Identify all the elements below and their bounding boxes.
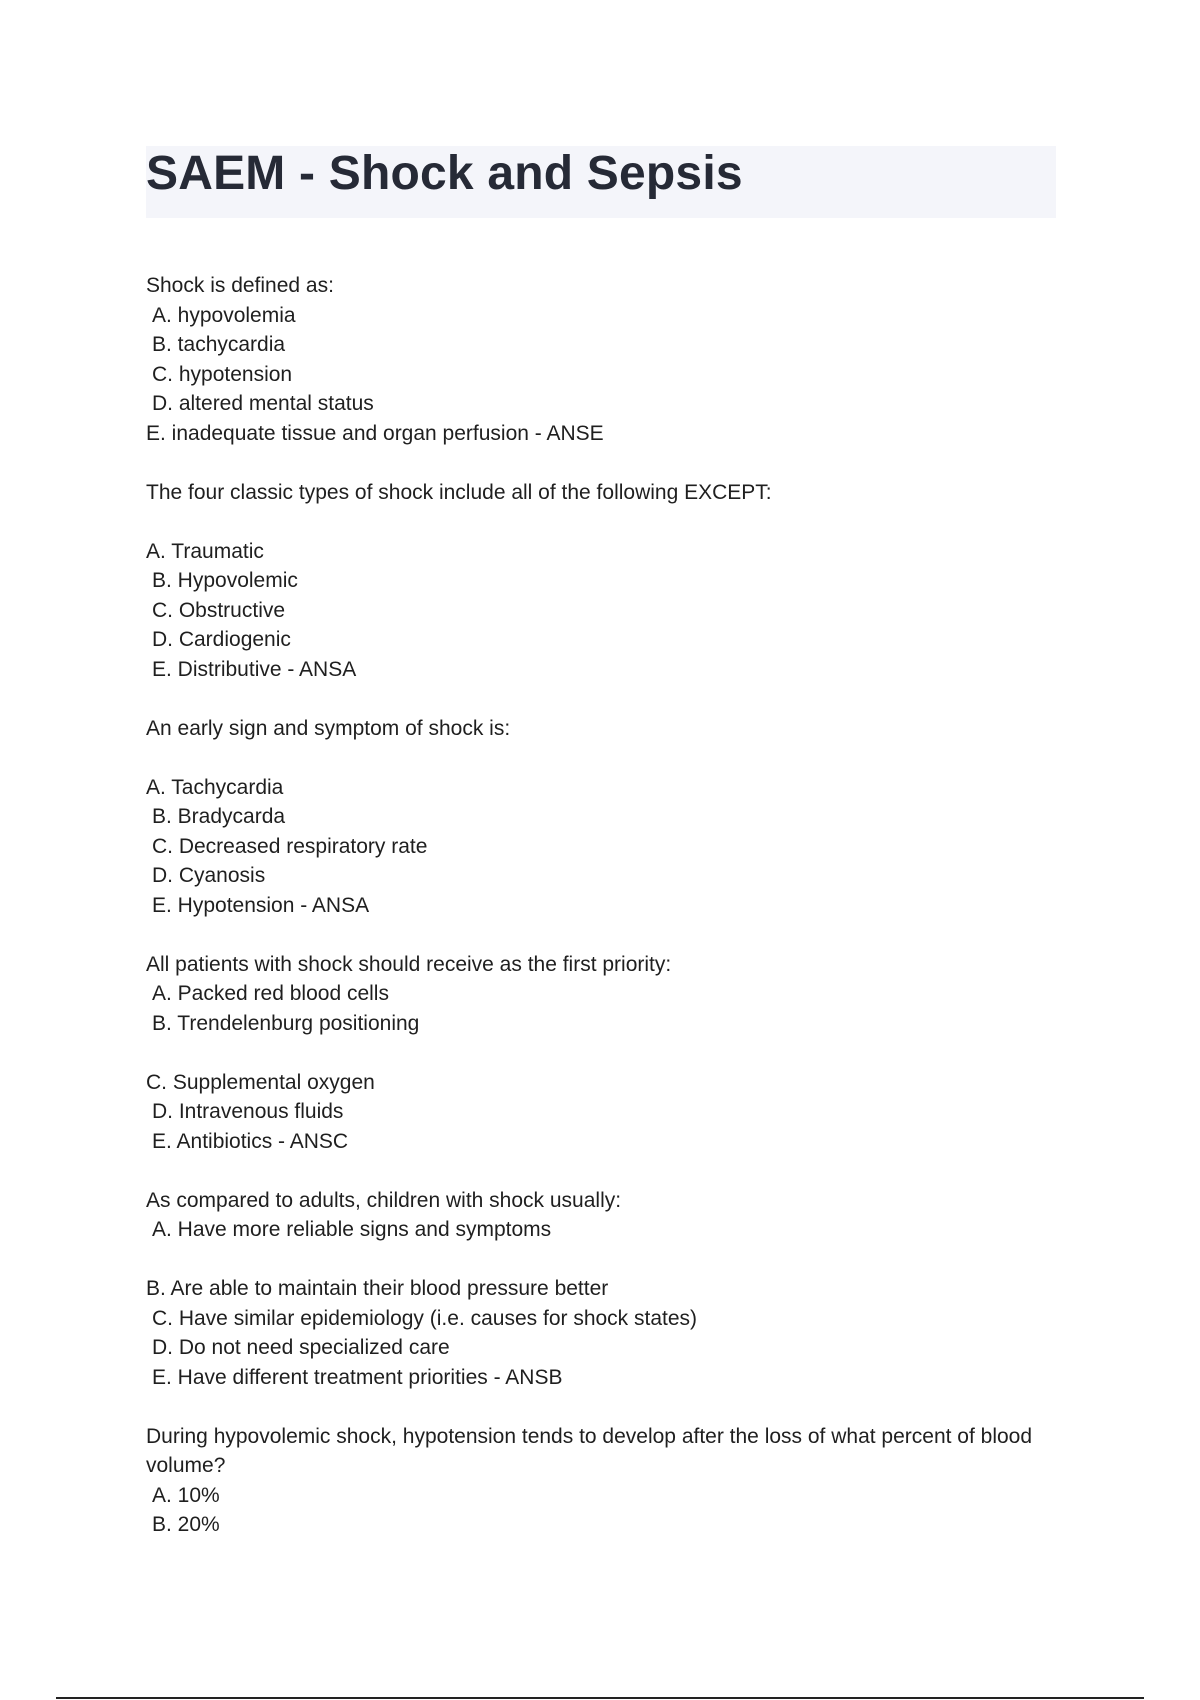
question-6	[146, 1422, 1046, 1540]
option-d: D. Cardiogenic	[152, 628, 291, 651]
question-list	[146, 271, 1046, 1540]
option-b: B. Bradycarda	[152, 805, 286, 828]
option-c: C. Supplemental oxygen	[146, 1070, 375, 1094]
option-e: E. Distributive - ANSA	[152, 657, 357, 681]
option-b: B. Are able to maintain their blood pressure better	[146, 1277, 609, 1300]
option-e: E. Have different treatment priorities - ANSB	[152, 1365, 563, 1389]
option-d: D. Intravenous fluids	[152, 1100, 344, 1123]
question-stem: All patients with shock should receive as the first priority:	[146, 952, 672, 976]
option-a: A. 10%	[152, 1483, 220, 1507]
question-stem: An early sign and symptom of shock is:	[146, 716, 511, 740]
option-b: B. tachycardia	[152, 333, 286, 356]
page-title: SAEM - Shock and Sepsis	[146, 147, 743, 200]
option-a: A. Have more reliable signs and symptoms	[152, 1218, 552, 1241]
option-d: D. Cyanosis	[152, 864, 266, 887]
option-a: A. hypovolemia	[152, 303, 296, 327]
option-b: B. Trendelenburg positioning	[152, 1011, 420, 1035]
option-b: B. 20%	[152, 1513, 220, 1536]
option-e: E. inadequate tissue and organ perfusion - ANSE	[146, 421, 604, 445]
option-e: E. Hypotension - ANSA	[152, 893, 370, 917]
question-1	[146, 271, 1046, 448]
option-a: A. Packed red blood cells	[152, 982, 389, 1005]
question-stem: The four classic types of shock include all of the following EXCEPT:	[146, 480, 772, 504]
option-b: B. Hypovolemic	[152, 569, 298, 592]
option-e: E. Antibiotics - ANSC	[152, 1129, 349, 1153]
question-stem: During hypovolemic shock, hypotension tends to develop after the loss of what percent of blood volume?	[146, 1424, 1033, 1477]
question-2	[146, 478, 1046, 685]
option-a: A. Tachycardia	[146, 775, 284, 799]
option-a: A. Traumatic	[146, 539, 264, 563]
option-d: D. Do not need specialized care	[152, 1336, 450, 1359]
option-c: C. hypotension	[152, 362, 293, 386]
question-5	[146, 1186, 1046, 1393]
option-c: C. Obstructive	[152, 598, 286, 622]
question-stem: Shock is defined as:	[146, 274, 334, 297]
option-c: C. Have similar epidemiology (i.e. causes for shock states)	[152, 1306, 698, 1330]
question-3	[146, 714, 1046, 921]
option-d: D. altered mental status	[152, 392, 374, 415]
option-c: C. Decreased respiratory rate	[152, 834, 428, 858]
question-4	[146, 950, 1046, 1157]
question-stem: As compared to adults, children with shock usually:	[146, 1188, 622, 1212]
footer-rule	[56, 1697, 1144, 1699]
